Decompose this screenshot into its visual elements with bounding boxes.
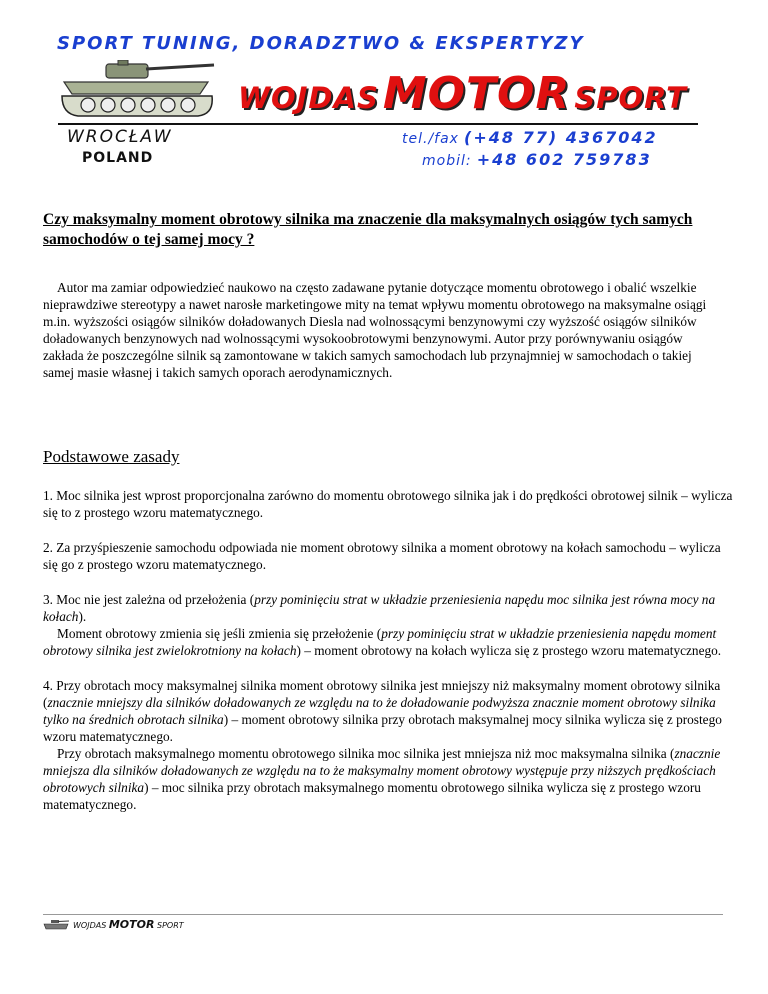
rule-3: 3. Moc nie jest zależna od przełożenia (przy pominięciu strat w układzie przeniesienia napędu moc silnika jest równa mocy na kołach). <box>43 592 716 624</box>
mobile-number: +48 602 759783 <box>476 150 652 169</box>
country-label: POLAND <box>82 150 154 166</box>
phone-label: tel./fax <box>402 131 459 147</box>
header-divider <box>58 123 698 125</box>
contact-block <box>402 127 658 171</box>
brand-sport: SPORT <box>574 81 687 115</box>
footer-brand: WOJDAS MOTOR SPORT <box>73 918 184 931</box>
rule-3-continued: Moment obrotowy zmienia się jeśli zmienia się przełożenie (przy pominięciu strat w układzie przeniesienia napędu moment obrotowy silnika jest zwielokrotniony na kołach) – moment obrotowy na kołach wylicza się z prostego wzoru matematycznego. <box>43 626 722 658</box>
mobile-row <box>402 149 658 171</box>
article-intro: Autor ma zamiar odpowiedzieć naukowo na często zadawane pytanie dotyczące momentu obrotowego i obalić wszelkie nieprawdziwe stereotypy a nawet narosłe marketingowe mity na temat wpływu momentu obrotowego na maksymalne osiągi m.in. wyższości osiągów silników doładowanych Diesla nad wolnossącymi benzynowymi czy wyższość osiągów silników doładowanych benzynowych nad wolnossącymi wysokoobrotowymi benzynowymi. Autor przy porównywaniu osiągów zakłada że poszczególne silnik są zamontowane w takich samych samochodach lub przynajmniej w samochodach o takiej samej masie własnej i takich samych oporach aerodynamicznych. <box>43 280 707 380</box>
rule-4: 4. Przy obrotach mocy maksymalnej silnika moment obrotowy silnika jest mniejszy niż maksymalny moment obrotowy silnika (znacznie mniejszy dla silników doładowanych ze względu na to że doładowanie podwyższa znacznie moment obrotowy silnika tylko na średnich obrotach silnika) – moment obrotowy silnika przy obrotach maksymalnej mocy silnika wylicza się z prostego wzoru matematycznego. <box>43 678 722 744</box>
brand-logo <box>238 68 687 119</box>
rule-2: 2. Za przyśpieszenie samochodu odpowiada nie moment obrotowy silnika a moment obrotowy na kołach samochodu – wylicza się go z prostego wzoru matematycznego. <box>43 540 721 572</box>
mobile-label: mobil: <box>422 153 472 169</box>
rules-list <box>43 487 733 831</box>
city-label: WROCŁAW <box>67 127 173 147</box>
footer-logo <box>43 918 184 931</box>
header-tagline: SPORT TUNING, DORADZTWO & EKSPERTYZY <box>57 33 585 54</box>
brand-motor: MOTOR <box>382 68 571 119</box>
rule-1: 1. Moc silnika jest wprost proporcjonalna zarówno do momentu obrotowego silnika jak i do prędkości obrotowej silnik – wylicza się to z prostego wzoru matematycznego. <box>43 488 733 520</box>
rule-4-continued: Przy obrotach maksymalnego momentu obrotowego silnika moc silnika jest mniejsza niż moc maksymalna silnika (znacznie mniejsza dla silników doładowanych ze względu na to że maksymalny moment obrotowy występuje przy niższych prędkościach obrotowych silnika) – moc silnika przy obrotach maksymalnego momentu obrotowego silnika wylicza się z prostego wzoru matematycznego. <box>43 746 721 812</box>
article-title: Czy maksymalny moment obrotowy silnika ma znaczenie dla maksymalnych osiągów tych samych samochodów o tej samej mocy ? <box>43 211 693 248</box>
phone-number: (+48 77) 4367042 <box>464 128 658 147</box>
section-heading: Podstawowe zasady <box>43 447 180 466</box>
tank-icon <box>58 60 218 122</box>
tank-small-icon <box>43 920 69 930</box>
phone-row <box>402 127 658 149</box>
brand-wojdas: WOJDAS <box>238 81 379 115</box>
footer-divider <box>43 914 723 915</box>
